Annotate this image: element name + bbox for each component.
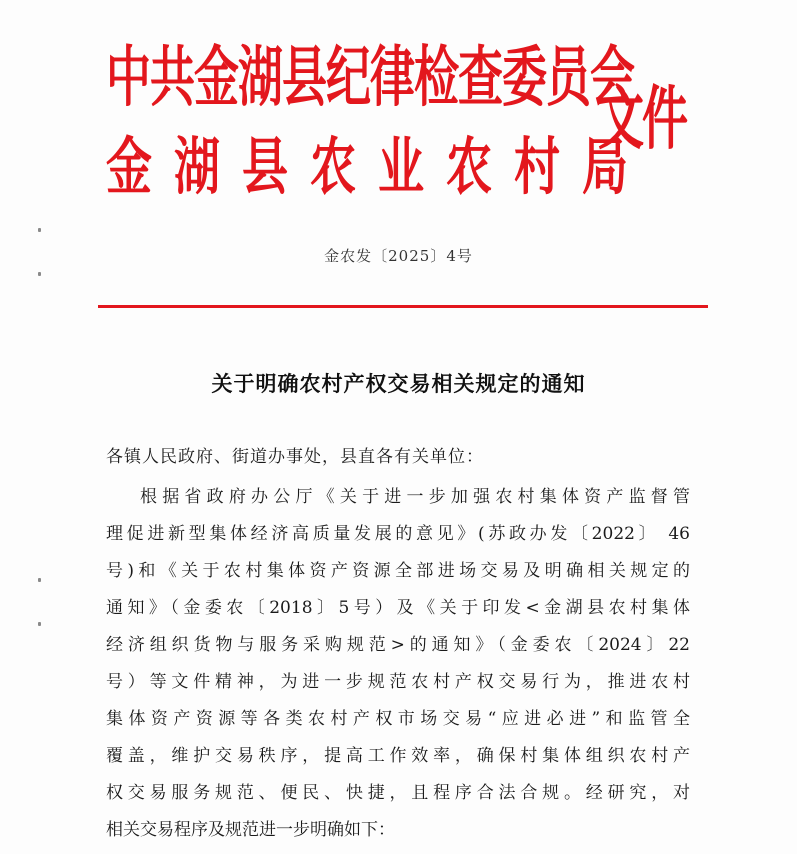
scan-mark — [38, 622, 41, 626]
body-line: 通知》（金委农〔2018〕5号）及《关于印发<金湖县农村集体 — [106, 598, 690, 618]
body-line: 权交易服务规范、便民、快捷，且程序合法合规。经研究，对 — [106, 783, 690, 803]
body-line: 经济组织货物与服务采购规范>的通知》（金委农〔2024〕22 — [106, 635, 690, 655]
scan-mark — [38, 578, 41, 582]
body-line: 根据省政府办公厅《关于进一步加强农村集体资产监督管 — [140, 487, 690, 507]
red-divider — [98, 305, 708, 308]
issuer-line-2: 金湖县农业农村局 — [106, 130, 650, 204]
scan-mark — [38, 272, 41, 276]
body-line: 号）等文件精神，为进一步规范农村产权交易行为，推进农村 — [106, 672, 690, 692]
body-line: 集体资产资源等各类农村产权市场交易“应进必进”和监管全 — [106, 709, 690, 729]
issuer-line-1: 中共金湖县纪律检查委员会 — [106, 38, 635, 116]
salutation: 各镇人民政府、街道办事处，县直各有关单位： — [106, 447, 484, 467]
document-number: 金农发〔2025〕4号 — [324, 247, 473, 265]
body-line: 号)和《关于农村集体资产资源全部进场交易及明确相关规定的 — [106, 561, 690, 581]
body-line: 理促进新型集体经济高质量发展的意见》(苏政办发〔2022〕 46 — [106, 524, 690, 544]
document-kind: 文件 — [598, 77, 686, 159]
body-line: 覆盖，维护交易秩序，提高工作效率，确保村集体组织农村产 — [106, 746, 690, 766]
body-line: 相关交易程序及规范进一步明确如下： — [106, 820, 395, 840]
scan-mark — [38, 228, 41, 232]
notice-title: 关于明确农村产权交易相关规定的通知 — [211, 371, 586, 396]
